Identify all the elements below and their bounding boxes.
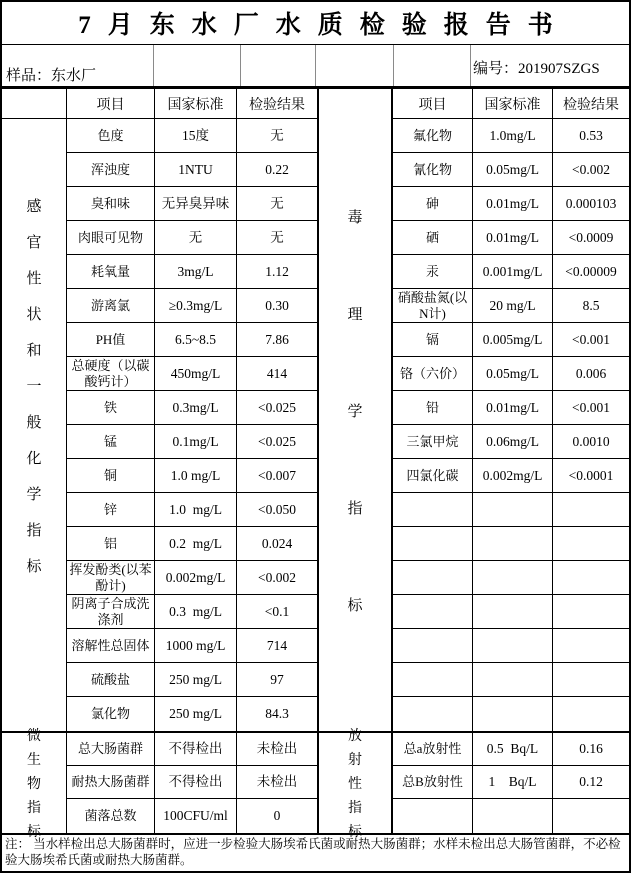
cell-result: 97 [270, 671, 284, 687]
cell-standard: 0.1mg/L [155, 425, 237, 458]
category-char: 标 [26, 558, 42, 575]
cell-item [393, 561, 473, 594]
col-header-result: 检验结果 [563, 97, 619, 113]
cell-item: 铜 [67, 459, 155, 492]
cell-item [393, 595, 473, 628]
table-row [67, 697, 317, 731]
category-char: 性 [26, 270, 42, 287]
table-row [393, 629, 629, 663]
cell-standard: 100CFU/ml [155, 799, 237, 833]
category-toxicological [319, 89, 391, 731]
cell-standard: 1.0 mg/L [155, 493, 237, 526]
table-row [67, 766, 317, 799]
cell-result: <0.1 [264, 603, 290, 619]
cell-result: 1.12 [265, 263, 289, 279]
col-header-item: 项目 [67, 89, 155, 118]
table-row [393, 187, 629, 221]
cell-item: 硒 [393, 221, 473, 254]
cell-item: 肉眼可见物 [67, 221, 155, 254]
cell-standard [473, 561, 553, 594]
cell-result: <0.050 [258, 501, 296, 517]
cell-standard: 0.002mg/L [473, 459, 553, 492]
left-table-header [67, 89, 317, 119]
cell-result: 0.16 [579, 741, 603, 757]
category-char: 理 [347, 306, 363, 323]
cell-result [553, 595, 629, 628]
cell-item: 耐热大肠菌群 [67, 766, 155, 798]
category-microbial [2, 729, 66, 840]
cell-item: 镉 [393, 323, 473, 356]
category-char: 性 [348, 777, 362, 792]
cell-standard [473, 595, 553, 628]
cell-item: PH值 [67, 323, 155, 356]
cell-item [393, 799, 473, 833]
category-char: 学 [347, 403, 363, 420]
table-row [67, 493, 317, 527]
cell-standard: 1.0mg/L [473, 119, 553, 152]
cell-standard: 0.3 mg/L [155, 595, 237, 628]
cell-result: 0.22 [265, 161, 289, 177]
category-char: 学 [26, 486, 42, 503]
middle-category-column [317, 89, 393, 731]
cell-result: <0.0001 [568, 467, 614, 483]
table-row [393, 255, 629, 289]
cell-item: 砷 [393, 187, 473, 220]
cell-result: <0.025 [258, 433, 296, 449]
cell-item [393, 629, 473, 662]
table-row [393, 697, 629, 731]
category-char: 感 [26, 198, 42, 215]
cell-item: 铝 [67, 527, 155, 560]
category-char: 标 [347, 597, 363, 614]
cell-standard [473, 663, 553, 696]
cell-result: 84.3 [265, 706, 289, 722]
cell-item: 挥发酚类(以苯酚计) [67, 561, 155, 594]
cell-result: 0.000103 [565, 195, 617, 211]
radio-table-rows [393, 733, 629, 833]
table-row [393, 323, 629, 357]
lower-section [2, 729, 629, 840]
cell-result [553, 697, 629, 731]
table-row [393, 766, 629, 799]
corner-cell [2, 89, 66, 119]
cell-item: 浑浊度 [67, 153, 155, 186]
cell-item: 阴离子合成洗涤剂 [67, 595, 155, 628]
cell-result: 0.024 [261, 535, 293, 551]
cell-result [553, 663, 629, 696]
table-row [67, 289, 317, 323]
right-data-table [393, 89, 629, 731]
cell-item: 总硬度（以碳酸钙计） [67, 357, 155, 390]
cell-item: 四氯化碳 [393, 459, 473, 492]
footnote: 注： 当水样检出总大肠菌群时，应进一步检验大肠埃希氏菌或耐热大肠菌群；水样未检出总大肠管菌群，不必检验大肠埃希氏菌或耐热大肠菌群。 [5, 837, 621, 867]
cell-result [553, 629, 629, 662]
cell-result: 未检出 [256, 741, 298, 757]
cell-item: 耗氧量 [67, 255, 155, 288]
cell-item: 总大肠菌群 [67, 733, 155, 765]
cell-item: 三氯甲烷 [393, 425, 473, 458]
category-char: 生 [27, 753, 41, 768]
cell-standard: 0.002mg/L [155, 561, 237, 594]
category-char: 和 [26, 342, 42, 359]
cell-standard: ≥0.3mg/L [155, 289, 237, 322]
micro-data-table [67, 733, 317, 833]
table-row [67, 799, 317, 833]
table-row [393, 357, 629, 391]
cell-standard: 1.0 mg/L [155, 459, 237, 492]
cell-result: <0.0009 [568, 229, 614, 245]
cell-standard: 0.05mg/L [473, 153, 553, 186]
cell-standard [473, 697, 553, 731]
cell-standard: 0.2 mg/L [155, 527, 237, 560]
cell-result: <0.007 [258, 467, 296, 483]
cell-result: 0.0010 [572, 433, 610, 449]
table-row [393, 493, 629, 527]
table-row [67, 595, 317, 629]
left-data-table [67, 89, 317, 731]
cell-result: 0.006 [575, 365, 607, 381]
cell-result: 无 [270, 127, 284, 143]
cell-standard: 无 [155, 221, 237, 254]
col-header-result: 检验结果 [249, 97, 305, 113]
table-row [393, 425, 629, 459]
cell-item: 臭和味 [67, 187, 155, 220]
cell-standard: 0.5 Bq/L [473, 733, 553, 765]
report-info-row [2, 45, 629, 89]
cell-result: <0.00009 [565, 263, 617, 279]
cell-item: 硝酸盐氮(以N计) [393, 289, 473, 322]
cell-item: 色度 [67, 119, 155, 152]
cell-result [553, 799, 629, 833]
cell-item: 总a放射性 [393, 733, 473, 765]
grid-divider [153, 45, 154, 86]
cell-result: 7.86 [265, 331, 289, 347]
report-table [2, 89, 629, 840]
cell-standard: 0.005mg/L [473, 323, 553, 356]
cell-standard: 250 mg/L [155, 697, 237, 731]
category-char: 指 [347, 500, 363, 517]
grid-divider [315, 45, 316, 86]
category-char: 物 [27, 777, 41, 792]
category-char: 化 [26, 450, 42, 467]
cell-standard: 1 Bq/L [473, 766, 553, 798]
category-char: 指 [26, 522, 42, 539]
cell-result [553, 527, 629, 560]
table-row [393, 527, 629, 561]
cell-standard: 0.06mg/L [473, 425, 553, 458]
cell-result: <0.001 [572, 399, 610, 415]
cell-result: 0.53 [579, 127, 603, 143]
cell-result: <0.001 [572, 331, 610, 347]
table-row [393, 459, 629, 493]
report-title: 7月东水厂水质检验报告书 [2, 2, 629, 45]
cell-standard [473, 527, 553, 560]
table-row [393, 799, 629, 833]
table-row [67, 221, 317, 255]
table-row [393, 561, 629, 595]
cell-result: 无 [270, 229, 284, 245]
category-char: 放 [348, 729, 362, 744]
cell-item: 氰化物 [393, 153, 473, 186]
cell-standard: 0.01mg/L [473, 221, 553, 254]
table-row [393, 733, 629, 766]
category-sensory-chemical [2, 119, 66, 731]
table-row [393, 595, 629, 629]
cell-standard: 0.3mg/L [155, 391, 237, 424]
grid-divider [240, 45, 241, 86]
table-row [67, 323, 317, 357]
right-table-header [393, 89, 629, 119]
table-row [67, 391, 317, 425]
left-table-rows [67, 119, 317, 731]
cell-result: 714 [266, 637, 288, 653]
cell-standard: 450mg/L [155, 357, 237, 390]
table-row [67, 663, 317, 697]
cell-item [393, 663, 473, 696]
cell-standard: 6.5~8.5 [155, 323, 237, 356]
cell-result: <0.025 [258, 399, 296, 415]
cell-standard: 0.01mg/L [473, 391, 553, 424]
table-row [67, 255, 317, 289]
serial-number: 编号：201907SZGS [473, 61, 600, 77]
category-char: 微 [27, 729, 41, 744]
category-radioactive [319, 729, 391, 840]
cell-standard: 不得检出 [155, 733, 237, 765]
radio-category-column [317, 729, 393, 840]
table-row [393, 391, 629, 425]
cell-result: 8.5 [582, 297, 600, 313]
micro-table-rows [67, 733, 317, 833]
cell-item: 铅 [393, 391, 473, 424]
left-category-column [2, 89, 67, 731]
cell-standard: 0.01mg/L [473, 187, 553, 220]
table-row [67, 459, 317, 493]
cell-result: 0 [273, 808, 281, 824]
cell-result: 0.12 [579, 774, 603, 790]
cell-result: 0.30 [265, 297, 289, 313]
cell-result: 无 [270, 195, 284, 211]
cell-item: 总B放射性 [393, 766, 473, 798]
cell-item: 汞 [393, 255, 473, 288]
col-header-standard: 国家标准 [155, 89, 237, 118]
category-char: 状 [26, 306, 42, 323]
grid-divider [470, 45, 471, 86]
cell-item: 游离氯 [67, 289, 155, 322]
cell-standard [473, 799, 553, 833]
category-char: 标 [348, 825, 362, 840]
cell-item: 菌落总数 [67, 799, 155, 833]
cell-standard: 3mg/L [155, 255, 237, 288]
sample-label: 样品：东水厂 [6, 68, 97, 84]
category-char: 官 [26, 234, 42, 251]
category-char: 指 [27, 801, 41, 816]
cell-item: 氟化物 [393, 119, 473, 152]
category-char: 毒 [347, 209, 363, 226]
cell-standard: 15度 [155, 119, 237, 152]
cell-item: 锌 [67, 493, 155, 526]
right-table-rows [393, 119, 629, 731]
table-row [67, 153, 317, 187]
cell-standard: 1NTU [155, 153, 237, 186]
cell-standard: 1000 mg/L [155, 629, 237, 662]
category-char: 指 [348, 801, 362, 816]
cell-standard [473, 493, 553, 526]
cell-item [393, 493, 473, 526]
table-row [67, 561, 317, 595]
cell-result: <0.002 [572, 161, 610, 177]
upper-section [2, 89, 629, 731]
cell-item: 铬（六价） [393, 357, 473, 390]
table-row [67, 119, 317, 153]
cell-standard: 不得检出 [155, 766, 237, 798]
cell-item: 硫酸盐 [67, 663, 155, 696]
category-char: 一 [26, 378, 42, 395]
cell-standard: 0.001mg/L [473, 255, 553, 288]
cell-standard: 无异臭异味 [155, 187, 237, 220]
cell-item: 铁 [67, 391, 155, 424]
cell-result [553, 493, 629, 526]
grid-divider [393, 45, 394, 86]
cell-result: 414 [266, 365, 288, 381]
cell-standard: 20 mg/L [473, 289, 553, 322]
table-row [67, 425, 317, 459]
col-header-standard: 国家标准 [473, 89, 553, 118]
radio-data-table [393, 733, 629, 833]
category-char: 射 [348, 753, 362, 768]
table-row [67, 357, 317, 391]
table-row [67, 629, 317, 663]
table-row [393, 221, 629, 255]
cell-result [553, 561, 629, 594]
category-char: 标 [27, 825, 41, 840]
table-row [393, 153, 629, 187]
category-char: 般 [26, 414, 42, 431]
cell-standard: 0.05mg/L [473, 357, 553, 390]
cell-standard [473, 629, 553, 662]
table-row [393, 663, 629, 697]
table-row [67, 527, 317, 561]
cell-standard: 250 mg/L [155, 663, 237, 696]
cell-item [393, 697, 473, 731]
cell-item: 氯化物 [67, 697, 155, 731]
cell-item: 锰 [67, 425, 155, 458]
col-header-item: 项目 [393, 89, 473, 118]
micro-category-column [2, 729, 67, 840]
cell-result: 未检出 [256, 774, 298, 790]
cell-item [393, 527, 473, 560]
cell-result: <0.002 [258, 569, 296, 585]
cell-item: 溶解性总固体 [67, 629, 155, 662]
table-row [393, 289, 629, 323]
table-row [393, 119, 629, 153]
table-row [67, 187, 317, 221]
table-row [67, 733, 317, 766]
